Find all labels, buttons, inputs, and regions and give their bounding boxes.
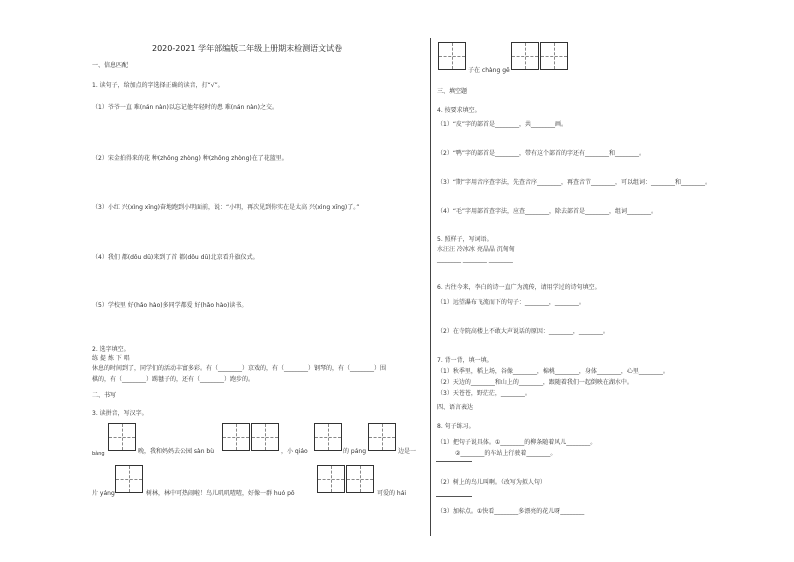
question-1-5: （5）学校里 好(hǎo hào)多同学都爱 好(hǎo hào)读书。 (92, 302, 248, 309)
writing-box[interactable] (115, 465, 143, 493)
question-7-1: （1）秋季里，稻上场，谷像________，棉桃________，身体________，心里________。 (437, 368, 669, 375)
question-6-2: （2）在寺院高楼上不敢大声说话的原因：________，________。 (437, 328, 609, 335)
question-4-3: （3）“期”字用音序查字法，先查音序________，再查音节________，可以组词：________和________。 (437, 179, 712, 186)
text-wan: 晚，我和妈妈去公园 sàn bù (138, 448, 215, 455)
column-divider (430, 38, 431, 536)
question-4-1: （1）“皮”字的部首是________，共________画。 (437, 121, 568, 128)
writing-box[interactable] (314, 423, 342, 451)
question-7-3: （3）天苍苍，野茫茫，________。 (437, 390, 531, 397)
text-bian: 边是一 (398, 448, 417, 455)
question-2: 2. 选字填空。 (92, 346, 130, 353)
question-6-1: （1）远望瀑布飞流而下的句子：________，________。 (437, 299, 585, 306)
writing-box[interactable] (368, 423, 396, 451)
section-1-heading: 一、信息匹配 (92, 62, 129, 69)
question-6: 6. 古往今来，李白的诗一直广为流传，请用学过的诗句填空。 (437, 284, 601, 291)
text-pang: 的 páng (343, 448, 367, 455)
question-1-3: （3）小红 兴(xìng xīng)奋地跑到小明面前，说：“小明，再次见到你实在是太高 兴(xìng xīng)了。” (92, 204, 360, 211)
question-8-2: （2）树上的鸟儿叫啊。（改写为拟人句） (437, 479, 546, 486)
question-1-1: （1）爷爷一直 难(nán nàn)以忘记他年轻时的患 难(nán nàn)之交。 (92, 104, 278, 111)
answer-line (436, 496, 472, 497)
text-zi-changge: 子在 chàng gē (468, 67, 510, 74)
question-8: 8. 句子练习。 (437, 423, 475, 430)
text-shu: 树林，林中可热闹啦！鸟儿叽叽喳喳，好像一群 huó pō (146, 490, 295, 497)
question-3: 3. 读拼音，写汉字。 (92, 410, 148, 417)
section-3-heading: 三、填空题 (437, 88, 468, 95)
question-4-4: （4）“毛”字用部首查字法，应查________，除去部首是________，组词________。 (437, 208, 658, 215)
question-2-word-bank: 练 提 炼 下 唱 (92, 355, 130, 362)
exam-title: 2020-2021 学年部编版二年级上册期末检测语文试卷 (152, 44, 343, 53)
question-7: 7. 背一背，填一填。 (437, 357, 493, 364)
question-4: 4. 按要求填空。 (437, 107, 481, 114)
question-8-1: （1）把句子说具体。①________的柳条随着风儿________。 (437, 439, 597, 446)
writing-box[interactable] (251, 423, 279, 451)
question-2-line-2: 棋的，有（________）踢毽子的，还有（________）跑步的。 (92, 376, 255, 383)
question-5-example: 水汪汪 冷冰冰 亮晶晶 沉甸甸 (437, 246, 515, 253)
writing-box[interactable] (540, 42, 568, 70)
question-1-2: （2）宋金拍得来的花 种(zhōng zhòng) 种(zhōng zhòng)在了花篮里。 (92, 155, 288, 162)
answer-line (436, 461, 472, 462)
section-4-heading: 四、语言表达 (437, 404, 474, 411)
writing-box[interactable] (511, 42, 539, 70)
question-7-2: （2）天边的________和山上的________，跟随着我们一起倒映在湖水中。 (437, 379, 633, 386)
writing-box[interactable] (222, 423, 250, 451)
question-1: 1. 读句子，给加点的字选择正确的读音，打“√”。 (92, 82, 224, 89)
section-2-heading: 二、书写 (92, 392, 117, 399)
question-5-blanks: ________ ________ ________ (437, 256, 513, 263)
question-1-4: （4）我们 都(dōu dū)来到了首 都(dōu dū)北京看升旗仪式。 (92, 254, 259, 261)
text-pian: 片 yáng (92, 490, 115, 497)
question-8-1b: ②________的车站上行驶着________。 (455, 450, 557, 457)
question-5: 5. 照样子，写词语。 (437, 236, 493, 243)
writing-box[interactable] (346, 465, 374, 493)
writing-box[interactable] (108, 423, 136, 451)
text-haizi: 可爱的 hái (377, 490, 407, 497)
question-8-3: （3）加标点。①快看________多漂亮的花儿呀________ (437, 508, 585, 515)
question-2-line-1: 休息的时间到了，同学们的活动丰富多彩。有（________）京戏的，有（________）钢琴的，有（________）围 (92, 365, 387, 372)
pinyin-bang: bàng (92, 451, 105, 457)
writing-box[interactable] (438, 42, 466, 70)
question-4-2: （2）“鸭”字的部首是________，带有这个部首的字还有________和________。 (437, 150, 646, 157)
text-qiao: ，小 qiáo (281, 448, 308, 455)
writing-box[interactable] (317, 465, 345, 493)
